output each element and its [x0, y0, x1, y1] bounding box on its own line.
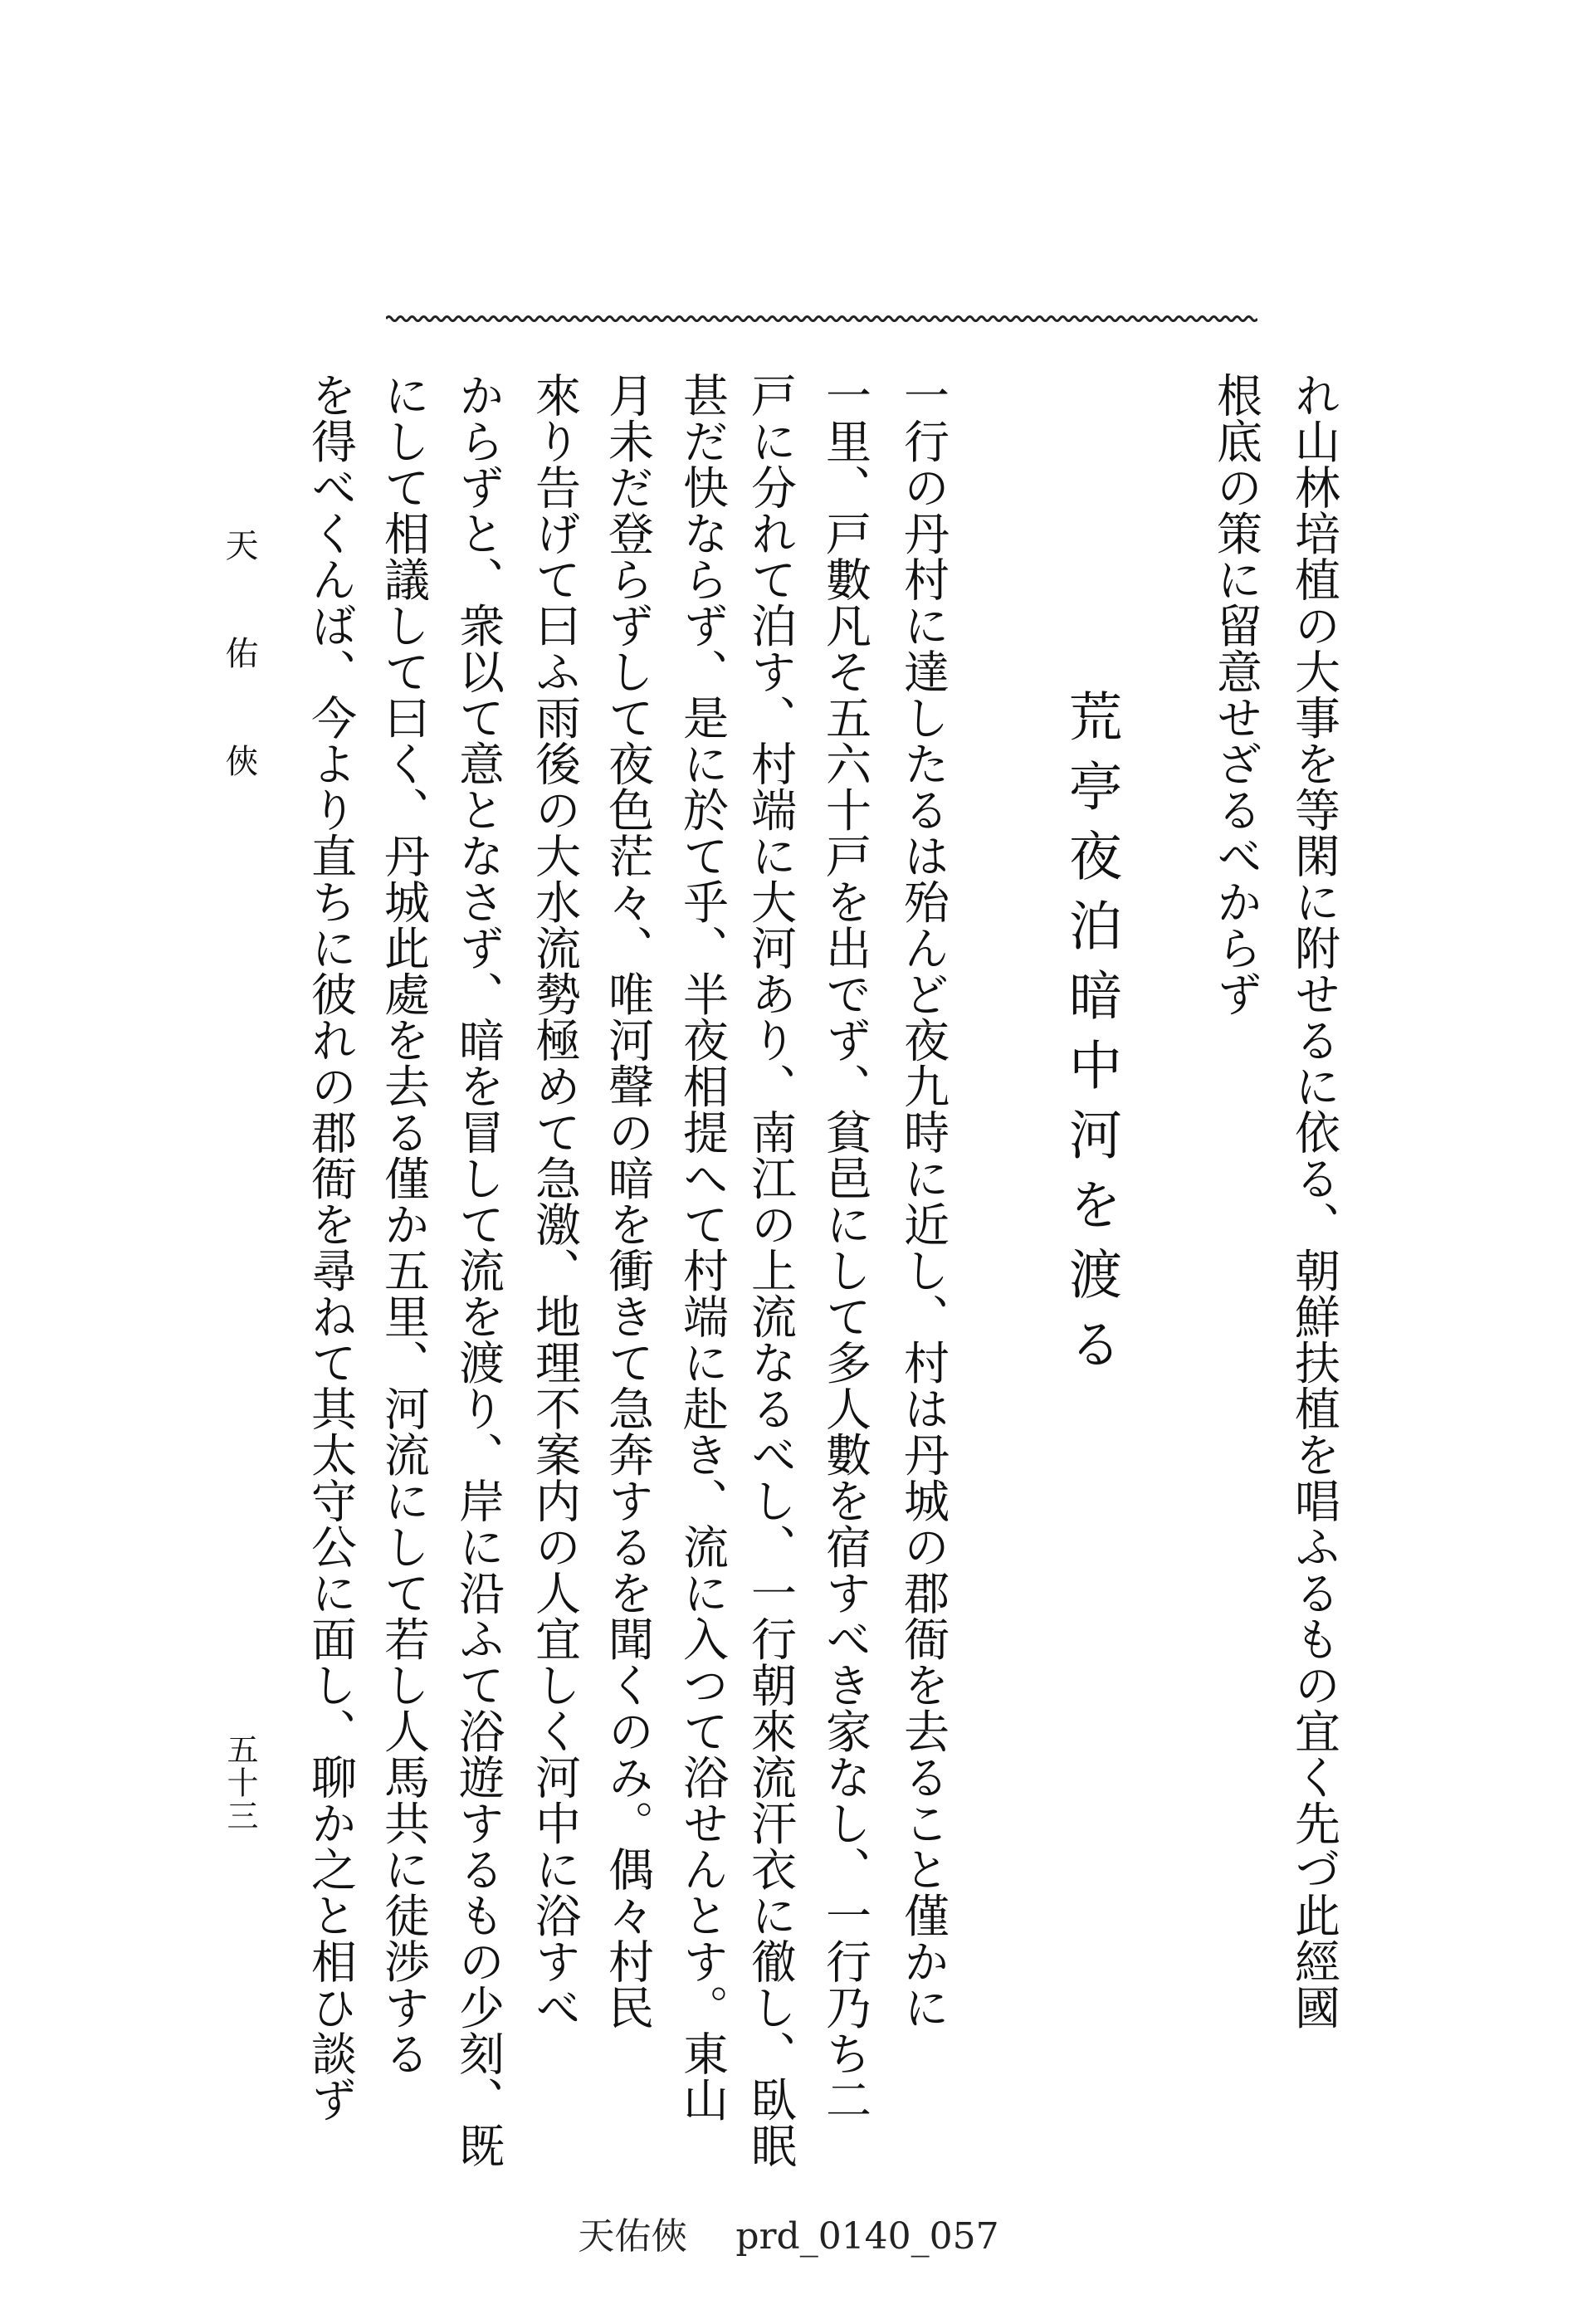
footer-code: prd_0140_057 — [735, 2215, 999, 2258]
body-line-5: 月未だ登らずして夜色茫々、唯河聲の暗を衝きて急奔するを聞くのみ。偶々村民 — [601, 372, 654, 2030]
footer-title: 天佑俠 — [578, 2215, 688, 2258]
top-block-line-2: 根底の策に留意せざるべからず — [1209, 372, 1262, 1017]
body-line-6: 來り告げて曰ふ雨後の大水流勢極めて急激、地理不案内の人宜しく河中に浴すべ — [528, 372, 581, 2030]
page-number: 五十三 — [222, 1733, 258, 1833]
body-line-7: からずと、衆以て意となさず、暗を冒して流を渡り、岸に沿ふて浴遊するもの少刻、既 — [452, 372, 505, 2169]
body-line-4: 甚だ快ならず、是に於て乎、半夜相提へて村端に赴き、流に入つて浴せんとす。東山 — [676, 372, 729, 2122]
body-line-3: 戸に分れて泊す、村端に大河あり、南江の上流なるべし、一行朝來流汗衣に徹し、臥眠 — [744, 372, 797, 2169]
running-head: 天佑俠 — [220, 528, 258, 852]
body-line-1: 一行の丹村に達したるは殆んど夜九時に近し、村は丹城の郡衙を去ること僅かに — [896, 372, 950, 2030]
body-line-8: にして相議して曰く、丹城此處を去る僅か五里、河流にして若し人馬共に徒渉する — [377, 372, 430, 2077]
body-line-9: を得べくんば、今より直ちに彼れの郡衙を尋ねて其太守公に面し、聊か之と相ひ談ず — [304, 372, 357, 2122]
top-block-line-1: れ山林培植の大事を等閑に附せるに依る、朝鮮扶植を唱ふるもの宜く先づ此經國 — [1287, 372, 1340, 2030]
body-line-2: 一里、戸數凡そ五六十戸を出でず、貧邑にして多人數を宿すべき家なし、一行乃ち二 — [818, 372, 872, 2122]
section-heading: 荒亭夜泊暗中河を渡る — [1060, 689, 1121, 1386]
wavy-rule-divider — [386, 314, 1257, 324]
scan-footer — [0, 2206, 1577, 2259]
